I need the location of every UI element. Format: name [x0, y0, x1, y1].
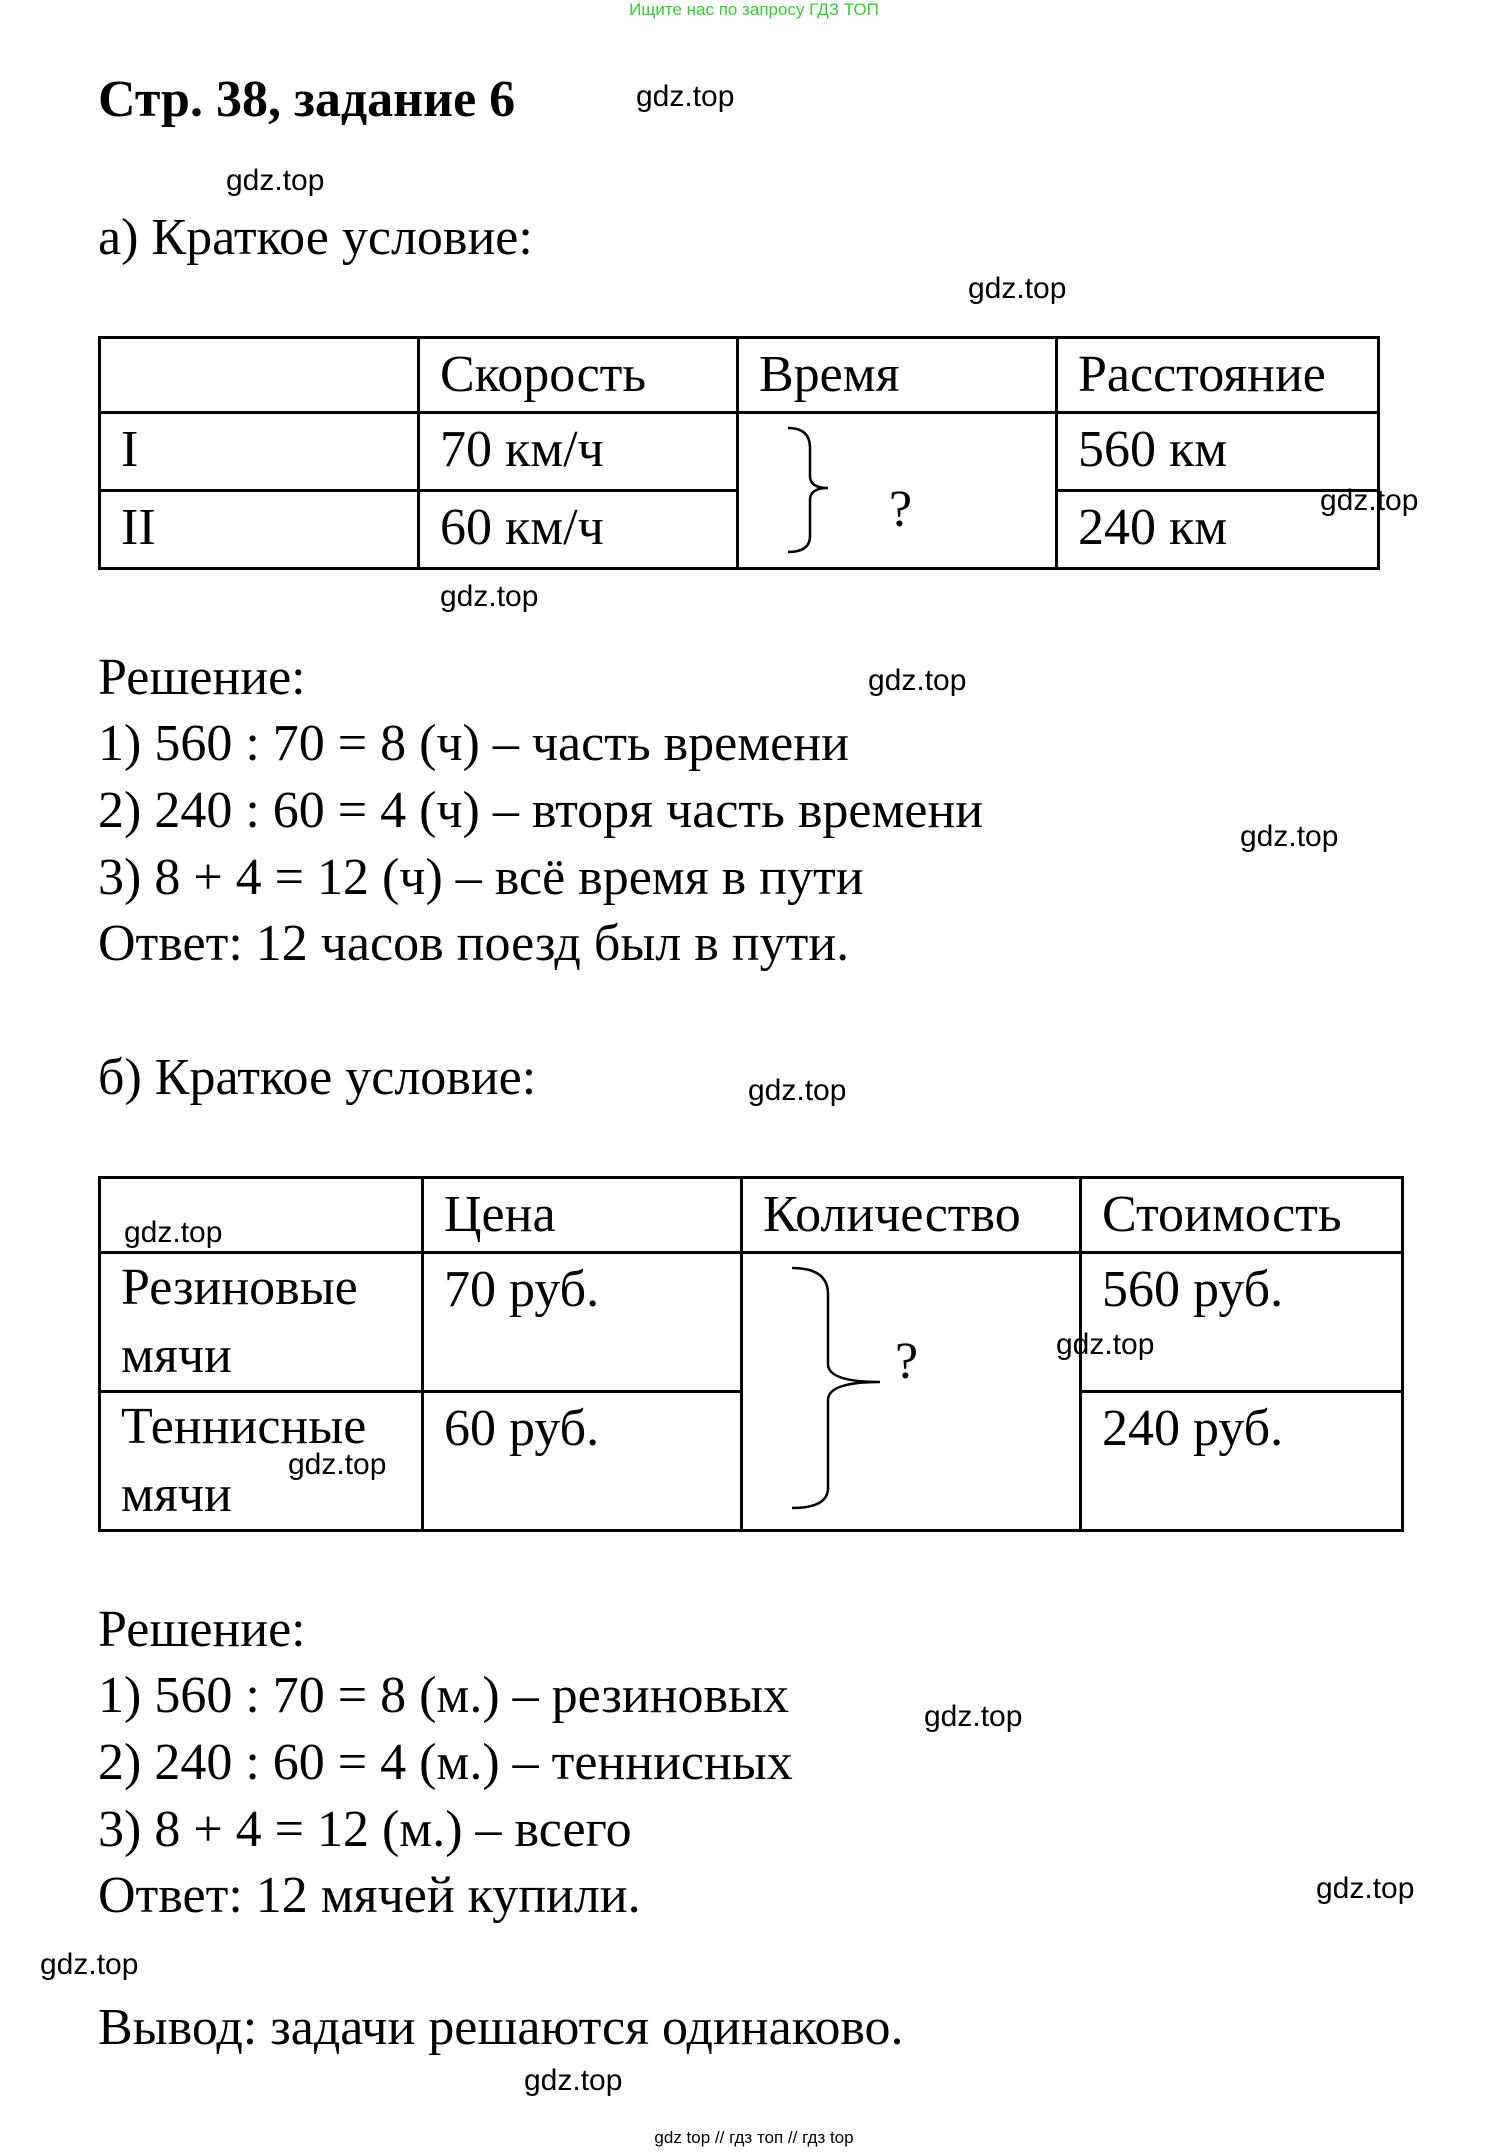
- part-b-heading: б) Краткое условие:: [98, 1049, 537, 1106]
- part-b-step-2: 2) 240 : 60 = 4 (м.) – теннисных: [98, 1734, 793, 1791]
- watermark: gdz.top: [924, 1700, 1023, 1733]
- row-label-line: мячи: [121, 1327, 232, 1384]
- part-b-step-3: 3) 8 + 4 = 12 (м.) – всего: [98, 1801, 632, 1858]
- unknown-quantity-mark: ?: [895, 1333, 919, 1390]
- conclusion: Вывод: задачи решаются одинаково.: [98, 1999, 904, 2056]
- part-b-answer: Ответ: 12 мячей купили.: [98, 1867, 641, 1924]
- part-a-solution-label: Решение:: [98, 649, 306, 706]
- watermark: gdz.top: [524, 2064, 623, 2097]
- row-price: 60 руб.: [423, 1392, 742, 1531]
- table-header-distance: Расстояние: [1057, 338, 1379, 413]
- table-row: [100, 1253, 1403, 1392]
- right-brace-icon: [788, 1264, 888, 1514]
- watermark: gdz.top: [1056, 1328, 1155, 1361]
- row-speed: 70 км/ч: [419, 413, 738, 491]
- row-label: II: [100, 491, 419, 569]
- row-label-line: Теннисные: [121, 1398, 367, 1455]
- part-b-solution-label: Решение:: [98, 1601, 306, 1658]
- part-a-step-2: 2) 240 : 60 = 4 (ч) – вторя часть времени: [98, 782, 984, 839]
- watermark: gdz.top: [1320, 484, 1419, 517]
- watermark: gdz.top: [226, 164, 325, 197]
- quantity-unknown-cell: [742, 1253, 1081, 1531]
- part-b-step-1: 1) 560 : 70 = 8 (м.) – резиновых: [98, 1667, 790, 1724]
- part-a-step-1: 1) 560 : 70 = 8 (ч) – часть времени: [98, 715, 849, 772]
- row-cost: 560 руб.: [1081, 1253, 1403, 1392]
- table-row: [100, 413, 1379, 491]
- footer: gdz top // гдз топ // гдз top: [654, 2128, 854, 2147]
- table-header-price: Цена: [423, 1178, 742, 1253]
- watermark: gdz.top: [1316, 1872, 1415, 1905]
- table-header-row: [100, 1178, 1403, 1253]
- watermark: gdz.top: [40, 1948, 139, 1981]
- table-header-cell: [100, 338, 419, 413]
- unknown-time-mark: ?: [889, 481, 913, 538]
- row-distance: 240 км: [1057, 491, 1379, 569]
- table-header-quantity: Количество: [742, 1178, 1081, 1253]
- time-unknown-cell: [738, 413, 1057, 569]
- row-label: I: [100, 413, 419, 491]
- row-cost: 240 руб.: [1081, 1392, 1403, 1531]
- row-label-line: мячи: [121, 1466, 232, 1523]
- table-header-speed: Скорость: [419, 338, 738, 413]
- watermark: gdz.top: [748, 1074, 847, 1107]
- row-distance: 560 км: [1057, 413, 1379, 491]
- watermark: gdz.top: [440, 580, 539, 613]
- row-label: [100, 1253, 423, 1392]
- watermark: gdz.top: [124, 1216, 223, 1249]
- row-label-line: Резиновые: [121, 1259, 358, 1316]
- watermark: gdz.top: [288, 1448, 387, 1481]
- right-brace-icon: [784, 424, 854, 559]
- top-banner: Ищите нас по запросу ГДЗ ТОП: [629, 0, 879, 19]
- part-a-step-3: 3) 8 + 4 = 12 (ч) – всё время в пути: [98, 849, 864, 906]
- part-a-heading: а) Краткое условие:: [98, 209, 533, 266]
- part-a-answer: Ответ: 12 часов поезд был в пути.: [98, 915, 850, 972]
- table-header-row: [100, 338, 1379, 413]
- row-speed: 60 км/ч: [419, 491, 738, 569]
- page-title: Стр. 38, задание 6: [98, 71, 516, 128]
- watermark: gdz.top: [636, 80, 735, 113]
- watermark: gdz.top: [1240, 820, 1339, 853]
- part-a-table: [98, 336, 1380, 570]
- row-price: 70 руб.: [423, 1253, 742, 1392]
- table-header-time: Время: [738, 338, 1057, 413]
- watermark: gdz.top: [968, 272, 1067, 305]
- watermark: gdz.top: [868, 664, 967, 697]
- table-header-cost: Стоимость: [1081, 1178, 1403, 1253]
